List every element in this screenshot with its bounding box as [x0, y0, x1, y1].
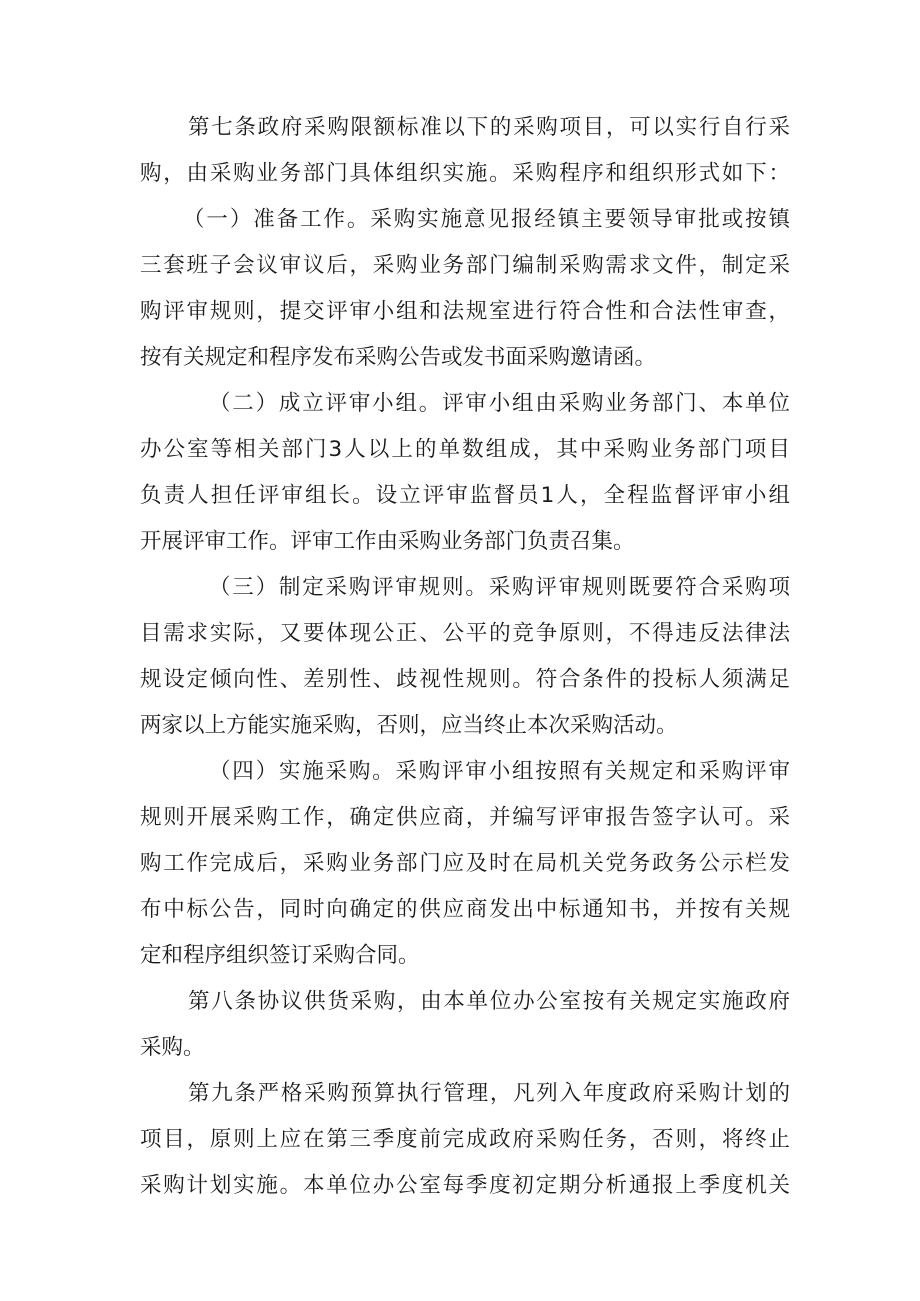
paragraph-item-4-line-4: 布中标公告，同时向确定的供应商发出中标通知书，并按有关规 — [140, 897, 790, 922]
paragraph-item-2-line-2: 办公室等相关部门3人以上的单数组成，其中采购业务部门项目 — [140, 437, 790, 462]
paragraph-item-3-line-4: 两家以上方能实施采购，否则，应当终止本次采购活动。 — [140, 713, 678, 738]
paragraph-item-2-line-4: 开展评审工作。评审工作由采购业务部门负责召集。 — [140, 529, 635, 554]
paragraph-article-8-line-1: 第八条协议供货采购，由本单位办公室按有关规定实施政府 — [188, 989, 790, 1014]
paragraph-item-3-line-1: （三）制定采购评审规则。采购评审规则既要符合采购项 — [209, 575, 790, 600]
paragraph-item-1-line-1: （一）准备工作。采购实施意见报经镇主要领导审批或按镇 — [183, 207, 790, 232]
paragraph-item-1-line-4: 按有关规定和程序发布采购公告或发书面采购邀请函。 — [140, 345, 657, 370]
paragraph-item-3-line-2: 目需求实际，又要体现公正、公平的竞争原则，不得违反法律法 — [140, 621, 790, 646]
paragraph-item-4-line-5: 定和程序组织签订采购合同。 — [140, 943, 420, 968]
paragraph-article-8-line-2: 采购。 — [140, 1035, 205, 1060]
paragraph-article-7-line-1: 第七条政府采购限额标准以下的采购项目，可以实行自行采 — [188, 115, 790, 140]
paragraph-article-9-line-3: 采购计划实施。本单位办公室每季度初定期分析通报上季度机关 — [140, 1173, 790, 1198]
paragraph-item-1-line-3: 购评审规则，提交评审小组和法规室进行符合性和合法性审查， — [140, 299, 790, 324]
paragraph-item-2-line-3: 负责人担任评审组长。设立评审监督员1人，全程监督评审小组 — [140, 483, 790, 508]
paragraph-item-4-line-2: 规则开展采购工作，确定供应商，并编写评审报告签字认可。采 — [140, 805, 790, 830]
paragraph-item-2-line-1: （二）成立评审小组。评审小组由采购业务部门、本单位 — [209, 391, 790, 416]
paragraph-item-4-line-3: 购工作完成后，采购业务部门应及时在局机关党务政务公示栏发 — [140, 851, 790, 876]
paragraph-article-9-line-2: 项目，原则上应在第三季度前完成政府采购任务，否则，将终止 — [140, 1127, 790, 1152]
paragraph-item-3-line-3: 规设定倾向性、差别性、歧视性规则。符合条件的投标人须满足 — [140, 667, 790, 692]
paragraph-article-7-line-2: 购，由采购业务部门具体组织实施。采购程序和组织形式如下： — [140, 161, 790, 186]
paragraph-item-1-line-2: 三套班子会议审议后，采购业务部门编制采购需求文件，制定采 — [140, 253, 790, 278]
paragraph-article-9-line-1: 第九条严格采购预算执行管理，凡列入年度政府采购计划的 — [188, 1081, 790, 1106]
paragraph-item-4-line-1: （四）实施采购。采购评审小组按照有关规定和采购评审 — [209, 759, 790, 784]
